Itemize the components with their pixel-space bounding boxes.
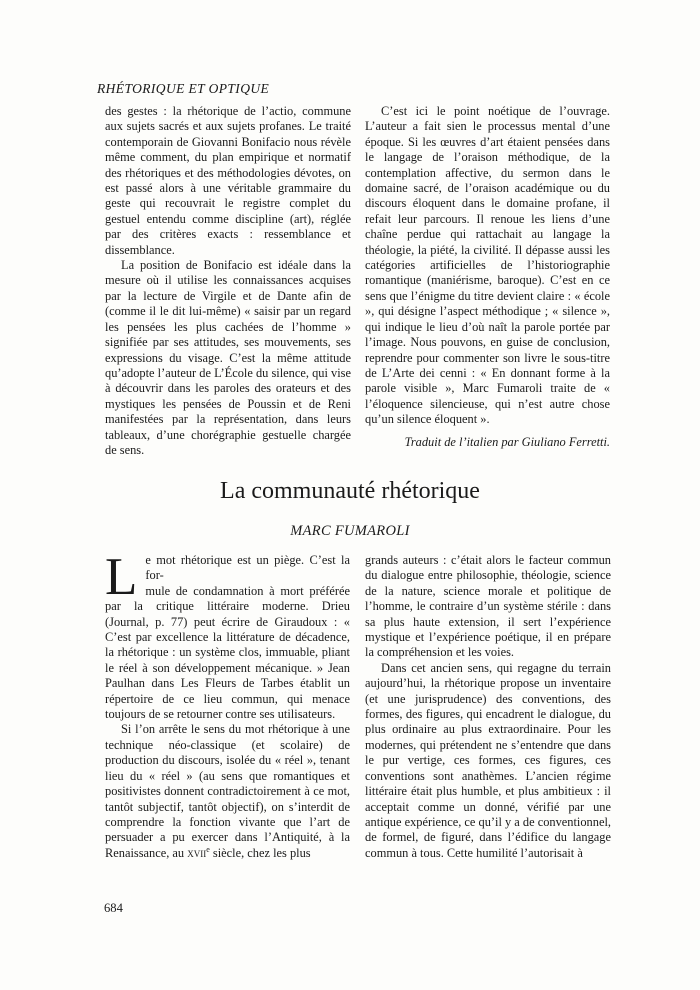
paragraph-text: siècle, chez les plus <box>209 845 311 860</box>
opening-line: mule de condamnation à mort préférée <box>145 583 350 598</box>
paragraph: Dans cet ancien sens, qui regagne du terrain aujourd’hui, la rhétorique propose un inventaire (et une jurisprudence) des conventions, des formes, des figures, qui encadrent le dialogue, du plus ordinaire au plus extraordinaire. Pour les modernes, qui prétendent ne s’entendre que dans le pur vertige, ces formes, ces figures, ces conventions sont anathèmes. L’ancien régime littéraire était plus humble, et plus ambitieux : il acceptait comme un donné, vérifié par une antique expérience, ce qu’il y a de conventionnel, de formel, de figuré, dans l’édifice du langage commun à tous. Cette humilité l’autorisait à <box>365 660 611 860</box>
top-column-left <box>105 104 351 458</box>
translator-credit: Traduit de l’italien par Giuliano Ferretti. <box>404 434 610 449</box>
paragraph: C’est ici le point noétique de l’ouvrage. L’auteur a fait sien le processus mental d’une époque. Si les œuvres d’art étaient pensées dans le langage de l’oraison méthodique, de la contemplation affective, du sermon dans le domaine sacré, de l’oraison académique ou du discours éloquent dans le domaine profane, il refait leur parcours. Il renoue les liens d’une chaîne perdue qui rattachait au langage la théologie, la piété, la civilité. Il dépasse aussi les catégories artificielles de l’historiographie romantique (maniérisme, baroque). C’est en ce sens que l’énigme du titre devient claire : « école », qui désigne l’aspect méthodique ; « silence », qui indique le lieu d’où naît la parole portée par l’image. Nous pouvons, en guise de conclusion, reprendre pour commenter son livre le sous-titre de L’Arte dei cenni : « En donnant forme à la parole visible », Marc Fumaroli traite de « l’éloquence silencieuse, qui n’est autre chose qu’un silence éloquent ». <box>365 104 610 427</box>
paragraph: des gestes : la rhétorique de l’actio, commune aux sujets sacrés et aux sujets profanes. Le traité contemporain de Giovanni Bonifacio nous révèle même comment, du plan empirique et normatif des rhétoriques et des méthodologies dévotes, on est passé alors à une véritable grammaire du geste qui recouvrait le registre complet du gestuel entendu comme discipline (art), réglée par des critères exacts : ressemblance et dissemblance. <box>105 104 351 257</box>
article-title: La communauté rhétorique <box>220 478 480 504</box>
paragraph: grands auteurs : c’était alors le facteur commun du dialogue entre philosophie, théologie, science de la nature, science morale et politique de l’homme, le contraire d’un système stérile : dans sa plus haute extension, il sert l’expérience mystique et l’expérience poétique, il en prépare la compréhension et les voies. <box>365 553 611 660</box>
page-number: 684 <box>104 901 123 915</box>
article-column-right <box>365 553 611 861</box>
top-column-right <box>365 104 610 450</box>
article-author: MARC FUMAROLI <box>290 523 410 539</box>
century-superscript: e <box>206 844 210 854</box>
paragraph: La position de Bonifacio est idéale dans la mesure où il utilise les connaissances acquises par la lecture de Virgile et de Dante afin de (comme il le dit lui-même) « saisir par un regard les pensées les plus cachées de l’homme » signifiée par ses attitudes, ses mouvements, ses expressions du visage. C’est la même attitude qu’adopte l’auteur de L’École du silence, qui vise à découvrir dans les paroles des orateurs et des mystiques les pensées de Poussin et de Reni manifestées par la représentation, dans leurs tableaux, d’une chorégraphie gestuelle chargée de sens. <box>105 258 351 457</box>
paragraph-text: Si l’on arrête le sens du mot rhétorique à une technique néo-classique (et scolaire) de production du discours, isolée du « réel », tenant lieu du « réel » (au sens que romantiques et positivistes donnent contradictoirement à ce mot, tantôt subjectif, tantôt objectif), on s’interdit de comprendre la fonction vivante que l’art de persuader a pu exercer dans l’Antiquité, à la Renaissance, au <box>105 722 350 860</box>
opening-line: e mot rhétorique est un piège. C’est la for- <box>145 553 350 583</box>
opening-paragraph <box>105 548 350 722</box>
paragraph <box>105 722 350 861</box>
paragraph-text: (Journal, p. 77) peut écrire de Giraudoux : « C’est par excellence la littérature de décadence, la rhétorique : un système clos, immuable, pliant le réel à son développement mécanique. » Jean Paulhan dans Les Fleurs de Tarbes établit un répertoire de ce lieu commun, qui menace toujours de se retourner contre ses utilisateurs. <box>105 614 350 722</box>
running-head: RHÉTORIQUE ET OPTIQUE <box>97 81 270 96</box>
article-column-left <box>105 548 350 861</box>
century-numeral: xvii <box>187 845 207 860</box>
drop-cap: L <box>105 548 138 606</box>
opening-line: par la critique littéraire moderne. Drieu <box>105 599 350 614</box>
